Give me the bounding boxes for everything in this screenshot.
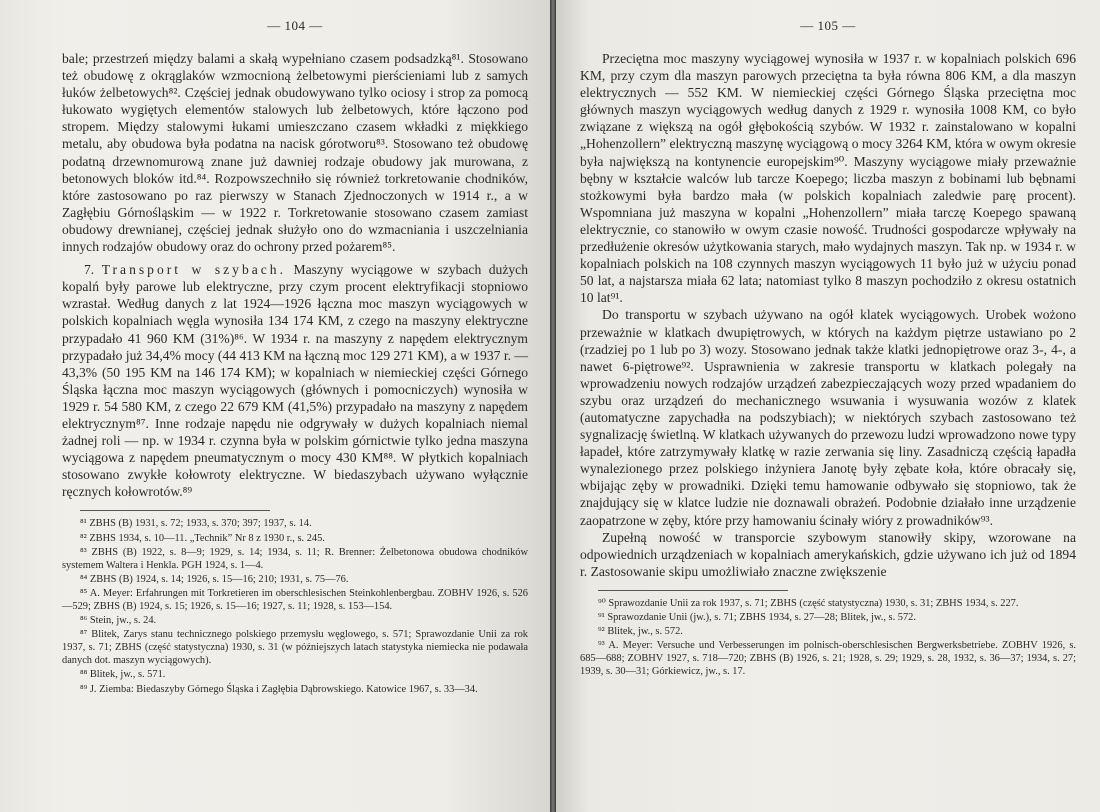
footnote: ⁹⁰ Sprawozdanie Unii za rok 1937, s. 71; ZBHS (część statystyczna) 1930, s. 31; ZBHS 1934, s. 227. — [598, 597, 1019, 609]
footnote: ⁸¹ ZBHS (B) 1931, s. 72; 1933, s. 370; 397; 1937, s. 14. — [80, 518, 312, 530]
footnote: ⁸³ ZBHS (B) 1922, s. 8—9; 1929, s. 14; 1934, s. 11; R. Brenner: Żelbetonowa obudowa chodników systemem Waltera i Henkla. PGH 1924, s. 1—4. — [62, 546, 528, 571]
right-footnotes — [580, 597, 1076, 679]
page-number-right: — 105 — — [800, 18, 856, 33]
footnote: ⁸⁵ A. Meyer: Erfahrungen mit Torkretieren im oberschlesischen Steinkohlenbergbau. ZOBHV 1926, s. 526—529; ZBHS (B) 1924, s. 15; 1926, s. 15—16; 1927, s. 11; 1928, s. 153—154. — [62, 587, 528, 612]
footnote: ⁹³ A. Meyer: Versuche und Verbesserungen im polnisch-oberschlesischen Bergwerksbetriebe. ZOBHV 1926, s. 685—688; ZOBHV 1927, s. 718—720; ZBHS (B) 1926, s. 21; 1928, s. 29; 1929, s. 28, 1932, s. 36—37; 1934, s. 27; 1939, s. 30—31; Górkiewicz, jw., s. 17. — [580, 640, 1076, 678]
right-paragraph-3: Zupełną nowość w transporcie szybowym stanowiły skipy, wzorowane na odpowiednich urządzeniach w kopalniach amerykańskich, gdzie używano ich już od 1894 r. Zastosowanie skipu umożliwiało znaczne zwiększenie — [580, 529, 1076, 579]
section-title: Transport w szybach. — [101, 262, 287, 278]
footnote: ⁹¹ Sprawozdanie Unii (jw.), s. 71; ZBHS 1934, s. 27—28; Blitek, jw., s. 572. — [598, 612, 916, 623]
footnote: ⁸⁷ Blitek, Zarys stanu technicznego polskiego przemysłu węglowego, s. 571; Sprawozdanie Unii za rok 1937, s. 71; ZBHS (część statystyczna) 1930, s. 31 (w późniejszych latach statystyka niemiecka nie podawała danych dot. maszyn wyciągowych). — [62, 629, 528, 667]
footnote: ⁸⁴ ZBHS (B) 1924, s. 14; 1926, s. 15—16; 210; 1931, s. 75—76. — [80, 573, 349, 585]
footnote-rule-left — [80, 510, 270, 511]
left-paragraph-1: bale; przestrzeń między balami a skałą wypełniano czasem podsadzką⁸¹. Stosowano też obudowę z okrąglaków wzmocnioną żelbetowymi pierścieniami lub z samych łuków żelbetowych⁸². Częściej jednak obudowywano tylko ociosy i strop za pomocą łukowato wygiętych elementów stalowych lub żelbetowych, które łączono pod stropem. Między stalowymi łukami umieszczano czasem wkładki z miękkiego metalu, aby obudowa była podatna na nacisk górotworu⁸³. Stosowano też obudowę podatną drzewnomurową znane już dawniej rodzaje obudowy jak murowana, z betonowych bloków itd.⁸⁴. Rozpowszechniło się również torkretowanie chodników, które zastosowano po raz pierwszy w Stanach Zjednoczonych w 1914 r., a w Zagłębiu Górnośląskim — w 1922 r. Torkretowanie stosowano czasem zamiast obudowy drewnianej, częściej jednak służyło ono do wzmacniania i uszczelniania innych rodzajów obudowy oraz do ochrony przed pożarem⁸⁵. — [62, 51, 528, 255]
footnote: ⁸⁸ Blitek, jw., s. 571. — [80, 669, 166, 681]
page-number-left: — 104 — — [267, 18, 323, 33]
footnote: ⁸⁶ Stein, jw., s. 24. — [80, 615, 157, 627]
left-footnotes — [62, 517, 528, 695]
section-number: 7. — [84, 262, 95, 278]
footnote: ⁸⁹ J. Ziemba: Biedaszyby Górnego Śląska i Zagłębia Dąbrowskiego. Katowice 1967, s. 33—34. — [80, 683, 478, 695]
right-page — [556, 0, 1100, 812]
footnote: ⁸² ZBHS 1934, s. 10—11. „Technik” Nr 8 z 1930 r., s. 245. — [80, 532, 325, 544]
right-paragraph-2: Do transportu w szybach używano na ogół klatek wyciągowych. Urobek wożono przeważnie w klatkach dwupiętrowych, w których na każdym piętrze ustawiano po 2 (rzadziej po 1 lub po 3) wozy. Stosowano jednak także klatki jednopiętrowe oraz 3-, 4-, a nawet 6-piętrowe⁹². Usprawnienia w zakresie transportu w klatkach polegały na wprowadzeniu nowych rodzajów urządzeń zabezpieczających wozy przed wpadaniem do szybu oraz urządzeń do mechanicznego wsuwania i wysuwania wozów z klatek (automatyczne zapychadła na podszybiach); w niektórych szybach zastosowano też sygnalizację świetlną. W klatkach używanych do przewozu ludzi wprowadzono nowe typy łapadeł, które zatrzymywały klatkę w razie zerwania się liny. Zasadniczą częścią łapadła wynalezionego przez polskiego inżyniera Janotę były zębate koła, które obracały się, wbijając zęby w prowadniki. Dzięki temu hamowanie odbywało się stopniowo, tak że znajdujący się w klatce ludzie nie doznawali obrażeń. Podobnie działało inne urządzenie zaopatrzone w zęby, które przy hamowaniu ścinały wióry z prowadników⁹³. — [580, 307, 1076, 528]
left-paragraph-2 — [62, 261, 528, 500]
right-paragraph-1: Przeciętna moc maszyny wyciągowej wynosiła w 1937 r. w kopalniach polskich 696 KM, przy czym dla maszyn parowych przeciętna ta była równa 806 KM, a dla maszyn elektrycznych — 552 KM. W niemieckiej części Górnego Śląska przeciętna moc głównych maszyn wyciągowych według danych z 1929 r. wynosiła 1008 KM, co było związane z większą na ogół głębokością szybów. W 1932 r. zainstalowano w kopalni „Hohenzollern” elektryczną maszynę wyciągową o mocy 3264 KM, która w owym okresie była największą na kontynencie europejskim⁹⁰. Maszyny wyciągowe miały przeważnie bębny w kształcie walców lub tarcze Koepego; liczba maszyn z bobinami lub bębnami stożkowymi była bardzo mała (w polskich kopalniach zaledwie parę procent). Wspomniana już maszyna w kopalni „Hohenzollern” miała tarczę Koepego spawaną elektrycznie, co stanowiło w owym czasie nowość. Trudności gospodarcze wpływały na przedłużenie okresów użytkowania starych, mało wydajnych maszyn. Tak np. w 1934 r. w kopalniach polskich na 108 czynnych maszyn wyciągowych 11 było już w użyciu ponad 50 lat, a najstarsza miała 62 lata; natomiast tylko 8 maszyn pochodziło z okresu ostatnich 10 lat⁹¹. — [580, 51, 1077, 306]
left-body-text — [62, 50, 528, 500]
section-body: Maszyny wyciągowe w szybach dużych kopalń były parowe lub elektryczne, przy czym procent elektryfikacji stopniowo wzrastał. Według danych z lat 1924—1926 łączna moc maszyn wyciągowych w polskich kopalniach węgla wynosiła 134 174 KM, z czego na maszyny elektryczne przypadało 41 960 KM (31%)⁸⁶. W 1934 r. na maszyny z napędem elektrycznym przypadało już 34,4% mocy (44 413 KM na łączną moc 129 271 KM), a w 1937 r. — 43,3% (50 195 KM na 146 174 KM); w kopalniach w niemieckiej części Górnego Śląska łączna moc maszyn wyciągowych (głównych i pomocniczych) wynosiła w 1929 r. 54 580 KM, z czego 22 679 KM (41,5%) przypadało na maszyny z napędem elektrycznym⁸⁷. Inne rodzaje napędu nie odgrywały w dużych kopalniach niemal żadnej roli — np. w 1934 r. czynna była w polskim górnictwie tylko jedna maszyna wyciągowa z napędem pneumatycznym o mocy 430 KM⁸⁸. W płytkich kopalniach stosowano zwykłe kołowroty elektryczne. W biedaszybach używano wyłącznie ręcznych kołowrotów.⁸⁹ — [62, 262, 528, 500]
footnote: ⁹² Blitek, jw., s. 572. — [598, 626, 683, 638]
footnote-rule-right — [598, 590, 788, 591]
right-body-text — [580, 50, 1076, 580]
